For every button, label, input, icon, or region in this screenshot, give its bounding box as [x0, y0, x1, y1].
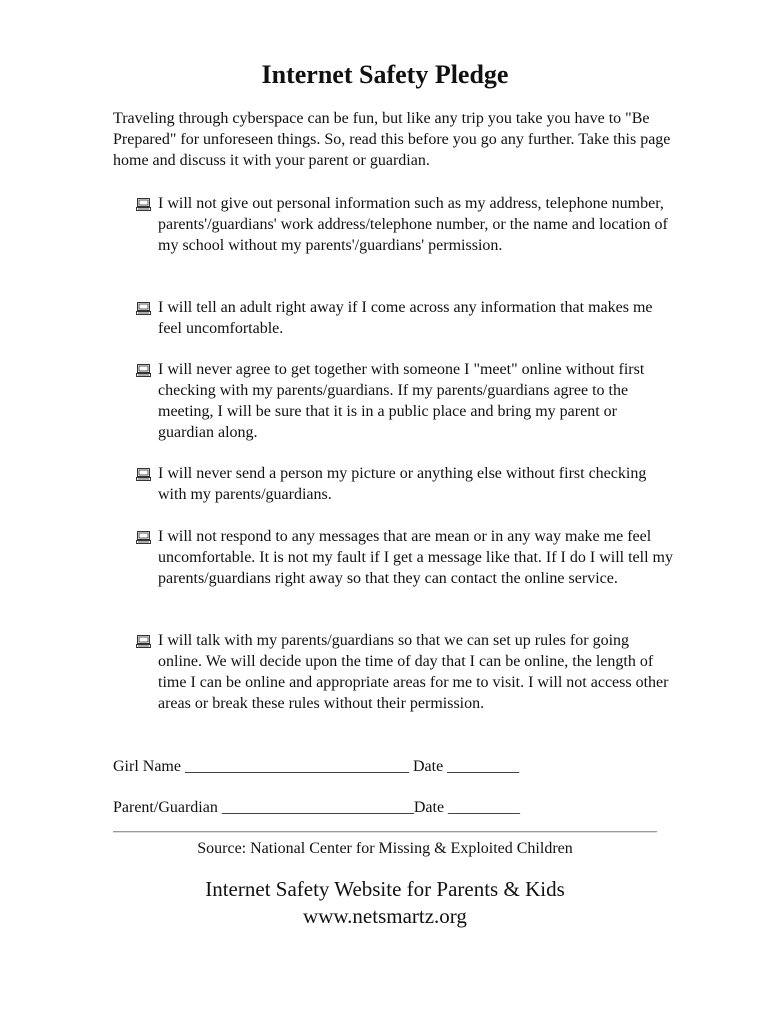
computer-icon — [136, 364, 151, 377]
intro-paragraph: Traveling through cyberspace can be fun, but like any trip you take you have to "Be Prepared" for unforeseen things. So, read this before you go any further. Take this page home and discuss it with your parent or guardian. — [113, 110, 671, 169]
computer-icon — [136, 302, 151, 315]
computer-icon — [136, 198, 151, 211]
computer-icon — [136, 531, 151, 544]
pledge-text: I will not respond to any messages that are mean or in any way make me feel uncomfortable. It is not my fault if I get a message like that. If I do I will tell my parents/guardians right away so that they can contact the online service. — [158, 528, 673, 587]
source-credit: Source: National Center for Missing & Exploited Children — [197, 840, 573, 857]
page-title: Internet Safety Pledge — [261, 60, 509, 89]
girl-name-signature-line[interactable]: Girl Name ____________________________ Date _________ — [113, 758, 520, 775]
pledge-item — [136, 359, 676, 443]
parent-guardian-signature-line[interactable]: Parent/Guardian ________________________Date _________ — [113, 799, 521, 816]
pledge-item — [136, 193, 676, 256]
pledge-item — [136, 297, 676, 339]
pledge-text: I will talk with my parents/guardians so that we can set up rules for going online. We will decide upon the time of day that I can be online, the length of time I can be online and appropriate areas for me to visit. I will not access other areas or break these rules without their permission. — [158, 632, 669, 712]
pledge-text: I will tell an adult right away if I come across any information that makes me feel uncomfortable. — [158, 299, 653, 337]
computer-icon — [136, 635, 151, 648]
pledge-item — [136, 463, 676, 505]
pledge-item — [136, 526, 676, 589]
pledge-text: I will never send a person my picture or anything else without first checking with my parents/guardians. — [158, 465, 647, 503]
pledge-item — [136, 630, 676, 714]
footer-title: Internet Safety Website for Parents & Kids — [205, 877, 565, 901]
pledge-text: I will never agree to get together with someone I "meet" online without first checking with my parents/guardians. If my parents/guardians agree to the meeting, I will be sure that it is in a public place and bring my parent or guardian along. — [158, 361, 645, 441]
pledge-text: I will not give out personal information such as my address, telephone number, parents'/guardians' work address/telephone number, or the name and location of my school without my parents'/guardians' permission. — [158, 195, 668, 254]
divider — [113, 831, 657, 833]
footer-url[interactable]: www.netsmartz.org — [303, 904, 467, 928]
computer-icon — [136, 468, 151, 481]
